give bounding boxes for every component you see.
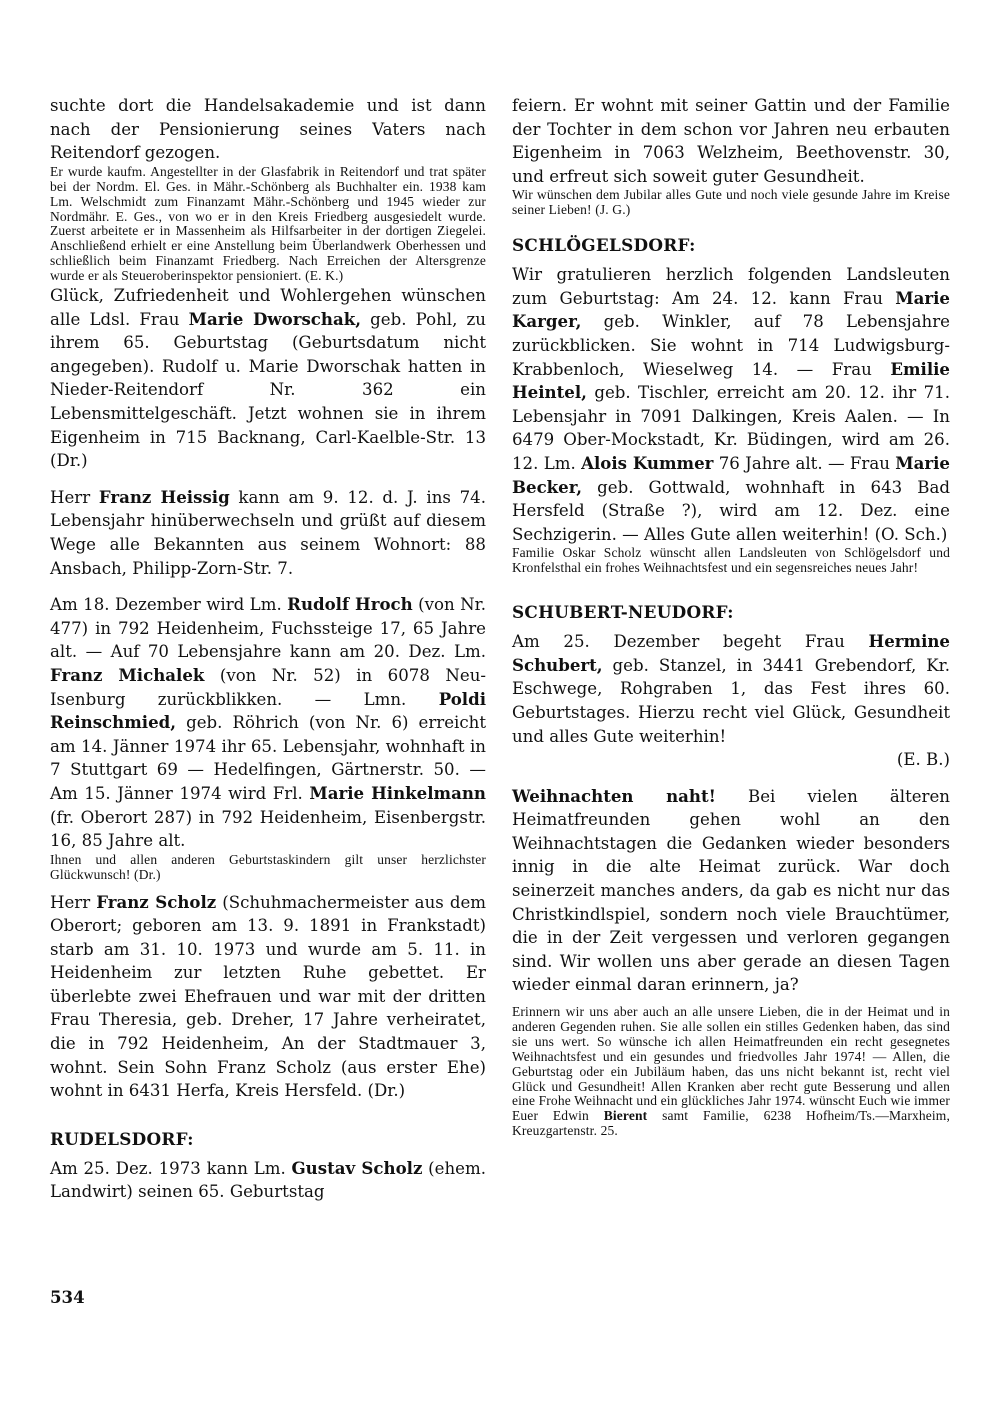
small-paragraph: Wir wünschen dem Jubilar alles Gute und noch viele gesunde Jahre im Kreise seiner Lieben! (J. G.) [512,187,950,218]
paragraph: Wir gratulieren herzlich folgenden Landsleuten zum Geburtstag: Am 24. 12. kann Frau Marie Karger, geb. Winkler, auf 78 Lebensjahre zurückblicken. Sie wohnt in 714 Ludwigsburg-Krabbenloch, Wieselweg 14. — Frau Emilie Heintel, geb. Tischler, erreicht am 20. 12. ihr 71. Lebensjahr in 7091 Dalkingen, Kreis Aalen. — In 6479 Ober-Mockstadt, Kr. Büdingen, wird am 26. 12. Lm. Alois Kummer 76 Jahre alt. — Frau Marie Becker, geb. Gottwald, wohnhaft in 643 Bad Hersfeld (Straße ?), wird am 12. Dez. eine Sechzigerin. — Alles Gute allen weiterhin! (O. Sch.) [512,265,950,544]
person-name: Hermine Schubert, [512,631,950,675]
paragraph: Am 18. Dezember wird Lm. Rudolf Hroch (von Nr. 477) in 792 Heidenheim, Fuchssteige 17, 65 Jahre alt. — Auf 70 Lebensjahre kann am 20. Dez. Lm. Franz Michalek (von Nr. 52) in 6078 Neu-Isenburg zurückblikken. — Lmn. Poldi Reinschmied, geb. Röhrich (von Nr. 6) erreicht am 14. Jänner 1974 ihr 65. Lebensjahr, wohnhaft in 7 Stuttgart 69 — Hedelfingen, Gärtnerstr. 50. — Am 15. Jänner 1974 wird Frl. Marie Hinkelmann (fr. Oberort 287) in 792 Heidenheim, Eisenbergstr. 16, 85 Jahre alt. [50,594,487,851]
paragraph: Weihnachten naht! Bei vielen älteren Heimatfreunden gehen wohl an den Weihnachtstagen die Gedanken wieder besonders innig in die alte Heimat zurück. War doch seinerzeit manches anders, da gab es nicht nur das Christkindlspiel, sondern noch viele Brauchtümer, die in der Zeit vergessen und verloren gegangen sind. Wir wollen uns aber gerade an diesen Tagen wieder einmal daran erinnern, ja? [512,785,950,995]
page-number: 534 [50,1287,85,1307]
small-paragraph: Familie Oskar Scholz wünscht allen Landsleuten von Schlögelsdorf und Kronfelsthal ein frohes Weihnachtsfest und ein segensreiches neues Jahr! [512,545,950,576]
small-paragraph: Erinnern wir uns aber auch an alle unsere Lieben, die in der Heimat und in anderen Gegenden ruhen. Sie alle sollen ein stilles Gedenken haben, das sind sie uns wert. So wünsche ich allen Heimatfreunden ein recht gesegnetes Weihnachtsfest und ein gesundes und friedvolles Jahr 1974! — Allen, die Geburtstag oder ein Jubiläum haben, das uns nicht bekannt ist, recht viel Glück und Gesundheit! Allen Kranken aber recht gute Besserung und allen eine Frohe Weihnacht und ein glückliches Jahr 1974. wünscht Euch wie immer Euer Edwin Bierent samt Familie, 6238 Hofheim/Ts.—Marxheim, Kreuzgartenstr. 25. [512,1004,950,1139]
person-name: Gustav Scholz [291,1157,423,1178]
person-name: Franz Heissig [98,486,230,507]
paragraph: feiern. Er wohnt mit seiner Gattin und der Familie der Tochter in dem schon vor Jahren neu erbauten Eigenheim in 7063 Welzheim, Beethovenstr. 30, und erfreut sich soweit guter Gesundheit. [512,96,950,186]
left-column [50,94,486,1204]
person-name: Franz Scholz [96,891,217,912]
small-paragraph: Er wurde kaufm. Angestellter in der Glasfabrik in Reitendorf und trat später bei der Nordm. El. Ges. in Mähr.-Schönberg als Buchhalter ein. 1938 kam Lm. Welschmidt zum Finanzamt Mähr.-Schönberg und 1945 wieder zur Nordmähr. E. Ges., von wo er in den Kreis Friedberg ausgesiedelt wurde. Zuerst arbeitete er in Massenheim als Hilfsarbeiter in der dortigen Ziegelei. Anschließend erhielt er eine Anstellung beim Überlandwerk Oberhessen und schließlich beim Finanzamt Friedberg. Nach Erreichen der Altersgrenze wurde er als Steueroberinspektor pensioniert. (E. K.) [50,163,486,284]
paragraph: Am 25. Dezember begeht Frau Hermine Schubert, geb. Stanzel, in 3441 Grebendorf, Kr. Eschwege, Rohgraben 1, das Fest ihres 60. Geburtstages. Hierzu recht viel Glück, Gesundheit und alles Gute weiterhin! [512,631,950,746]
person-name: Marie Hinkelmann [309,782,486,803]
person-name: Bierent [603,1108,648,1124]
paragraph: Glück, Zufriedenheit und Wohlergehen wünschen alle Ldsl. Frau Marie Dworschak, geb. Pohl, zu ihrem 65. Geburtstag (Geburtsdatum nicht angegeben). Rudolf u. Marie Dworschak hatten in Nieder-Reitendorf Nr. 362 ein Lebensmittelgeschäft. Jetzt wohnen sie in ihrem Eigenheim in 715 Backnang, Carl-Kaelble-Str. 13 (Dr.) [50,286,486,471]
section-heading-rudelsdorf: RUDELSDORF: [50,1128,194,1149]
person-name: Alois Kummer [581,452,714,473]
paragraph: Am 25. Dez. 1973 kann Lm. Gustav Scholz (ehem. Landwirt) seinen 65. Geburtstag [50,1157,486,1202]
person-name: Marie Karger, [512,287,950,332]
person-name: Poldi Reinschmied, [50,688,486,733]
person-name: Franz Michalek [50,664,205,685]
person-name: Emilie Heintel, [512,358,950,403]
person-name: Marie Dworschak, [188,308,361,329]
paragraph: Herr Franz Heissig kann am 9. 12. d. J. ins 74. Lebensjahr hinüberwechseln und grüßt auf diesem Wege alle Bekannten aus seinem Wohnort: 88 Ansbach, Philipp-Zorn-Str. 7. [50,486,486,578]
right-column [512,94,950,1139]
section-heading-schloegelsdorf: SCHLÖGELSDORF: [512,235,696,256]
paragraph: Herr Franz Scholz (Schuhmachermeister aus dem Oberort; geboren am 13. 9. 1891 in Frankstadt) starb am 31. 10. 1973 und wurde am 5. 11. in Heidenheim zur letzten Ruhe gebettet. Er überlebte zwei Ehefrauen und war mit der dritten Frau Theresia, geb. Dreher, 17 Jahre verheiratet, die in 792 Heidenheim, An der Stadtmauer 3, wohnt. Sein Sohn Franz Scholz (aus erster Ehe) wohnt in 6431 Herfa, Kreis Hersfeld. (Dr.) [50,891,486,1101]
paragraph: suchte dort die Handelsakademie und ist dann nach der Pensionierung seines Vaters nach Reitendorf gezogen. [50,96,486,163]
lead-phrase: Weihnachten naht! [512,785,716,806]
signature: (E. B.) [896,750,950,770]
section-heading-schubert-neudorf: SCHUBERT-NEUDORF: [512,602,734,623]
small-paragraph: Ihnen und allen anderen Geburtstaskindern gilt unser herzlichster Glückwunsch! (Dr.) [50,851,486,882]
person-name: Marie Becker, [512,452,950,497]
person-name: Rudolf Hroch [287,594,413,615]
